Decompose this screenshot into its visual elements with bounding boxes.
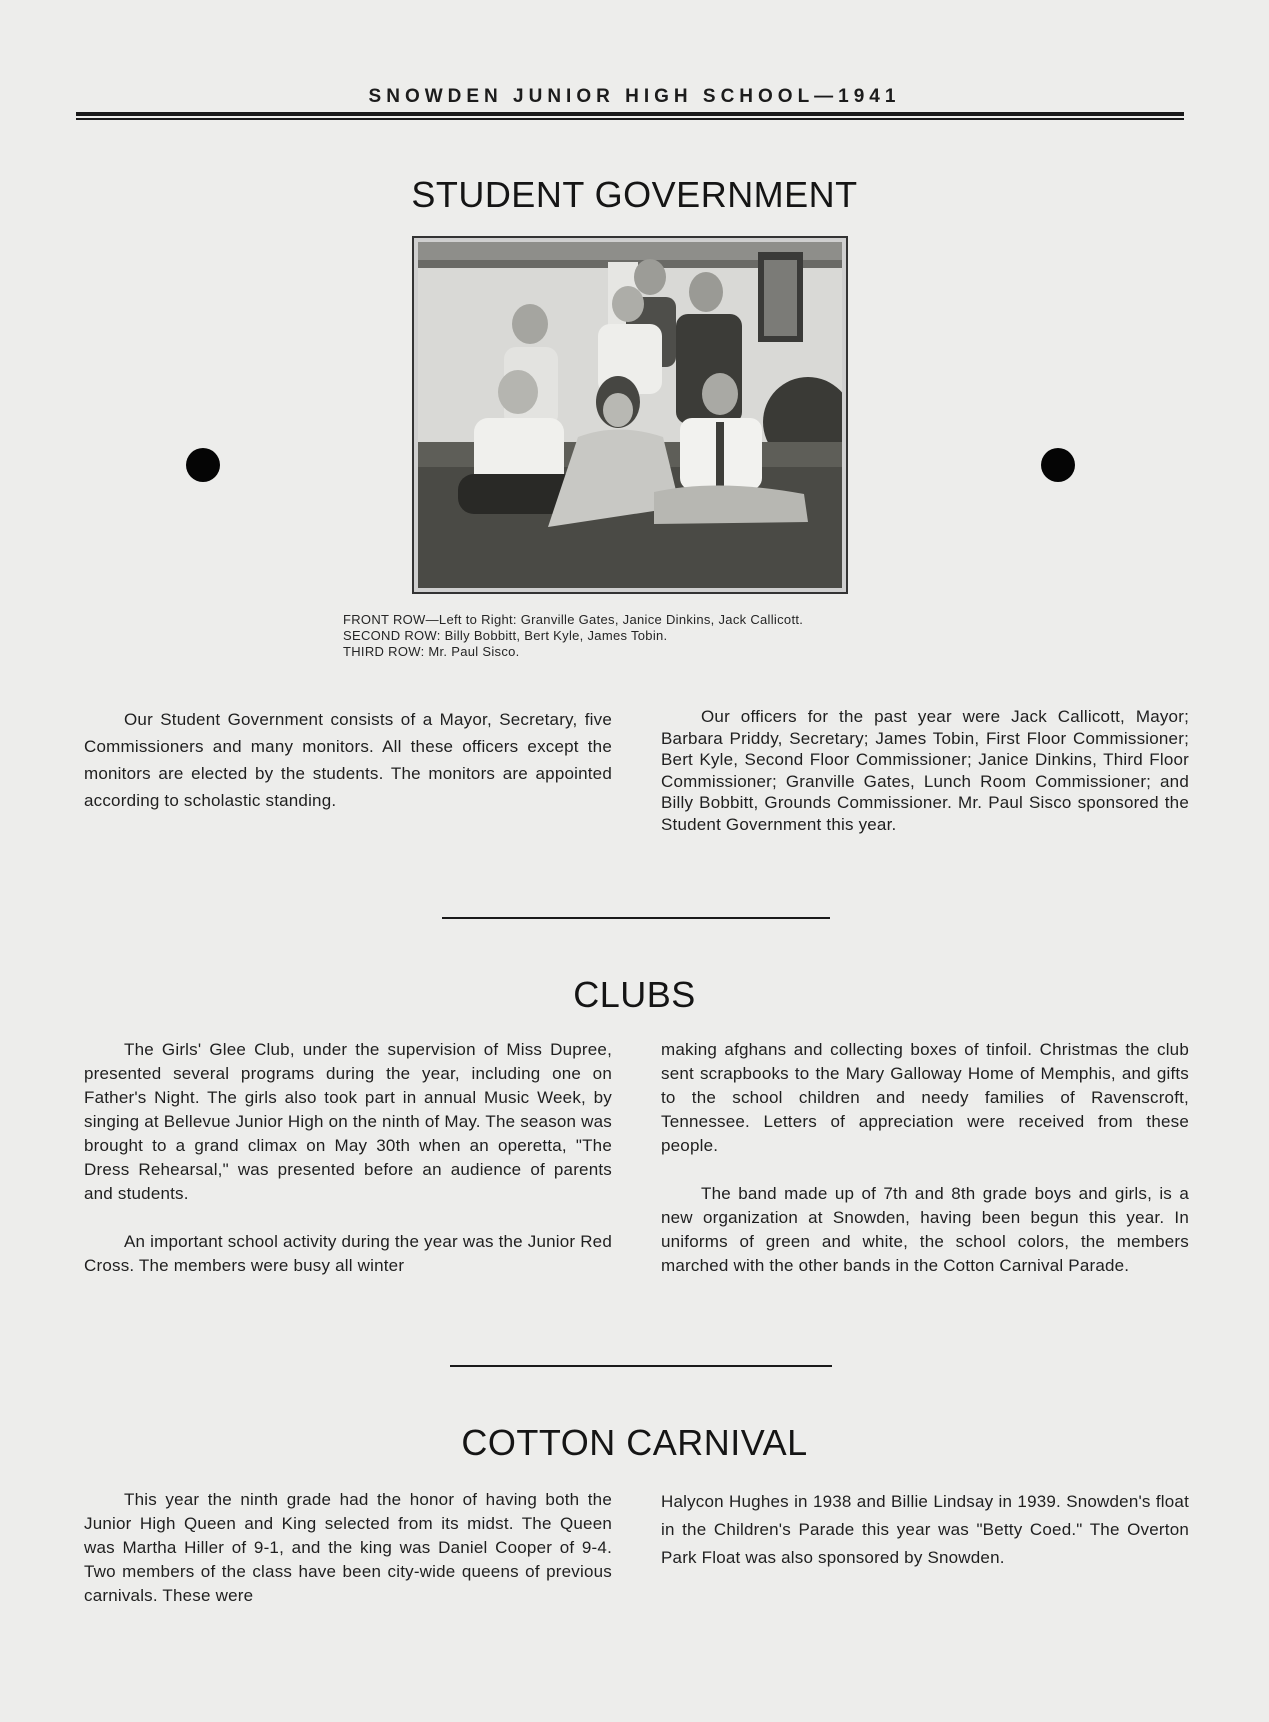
student-government-right-column (661, 706, 1189, 835)
paragraph: making afghans and collecting boxes of tinfoil. Christmas the club sent scrapbooks to the Mary Galloway Home of Memphis, and gifts to the school children and needy families of Ravenscroft, Tennessee. Letters of appreciation were received from these people. (661, 1040, 1189, 1155)
clubs-left-column (84, 1038, 612, 1278)
student-government-left-column (84, 706, 612, 814)
paragraph: This year the ninth grade had the honor of having both the Junior High Queen and King selected from its midst. The Queen was Martha Hiller of 9-1, and the king was Daniel Cooper of 9-4. Two members of the class have been city-wide queens of previous carnivals. These were (84, 1490, 612, 1605)
caption-second-row: SECOND ROW: Billy Bobbitt, Bert Kyle, James Tobin. (343, 628, 668, 643)
binder-hole-right (1041, 448, 1075, 482)
binder-hole-left (186, 448, 220, 482)
section-title-clubs: CLUBS (573, 974, 696, 1015)
header-rule (76, 112, 1184, 116)
section-title-cotton-carnival: COTTON CARNIVAL (461, 1422, 808, 1463)
paragraph: The band made up of 7th and 8th grade boys and girls, is a new organization at Snowden, having been begun this year. In uniforms of green and white, the school colors, the members marched with the other bands in the Cotton Carnival Parade. (661, 1184, 1189, 1275)
running-header: SNOWDEN JUNIOR HIGH SCHOOL—1941 (368, 86, 901, 107)
section-divider (442, 917, 830, 919)
section-divider (450, 1365, 832, 1367)
caption-front-row: FRONT ROW—Left to Right: Granville Gates, Janice Dinkins, Jack Callicott. (343, 612, 804, 627)
clubs-right-column (661, 1038, 1189, 1278)
paragraph: Our Student Government consists of a Mayor, Secretary, five Commissioners and many monitors. All these officers except the monitors are elected by the students. The monitors are appointed according to scholastic standing. (84, 710, 612, 810)
paragraph: Halycon Hughes in 1938 and Billie Lindsay in 1939. Snowden's float in the Children's Parade this year was "Betty Coed." The Overton Park Float was also sponsored by Snowden. (661, 1492, 1189, 1567)
section-title-student-government: STUDENT GOVERNMENT (411, 174, 858, 215)
cotton-carnival-right-column (661, 1488, 1189, 1572)
caption-third-row: THIRD ROW: Mr. Paul Sisco. (343, 644, 520, 659)
group-photo-image (418, 242, 842, 588)
photo-caption (343, 612, 803, 660)
header-rule-thin (76, 118, 1184, 120)
group-photo (412, 236, 848, 594)
paragraph: Our officers for the past year were Jack Callicott, Mayor; Barbara Priddy, Secretary; James Tobin, First Floor Commissioner; Bert Kyle, Second Floor Commissioner; Janice Dinkins, Third Floor Commissioner; Granville Gates, Lunch Room Commissioner; and Billy Bobbitt, Grounds Commissioner. Mr. Paul Sisco sponsored the Student Government this year. (661, 707, 1189, 834)
paragraph: An important school activity during the year was the Junior Red Cross. The members were busy all winter (84, 1232, 612, 1275)
paragraph: The Girls' Glee Club, under the supervision of Miss Dupree, presented several programs during the year, including one on Father's Night. The girls also took part in annual Music Week, by singing at Bellevue Junior High on the ninth of May. The season was brought to a grand climax on May 30th when an operetta, "The Dress Rehearsal," was presented before an audience of parents and students. (84, 1040, 612, 1203)
cotton-carnival-left-column (84, 1488, 612, 1608)
